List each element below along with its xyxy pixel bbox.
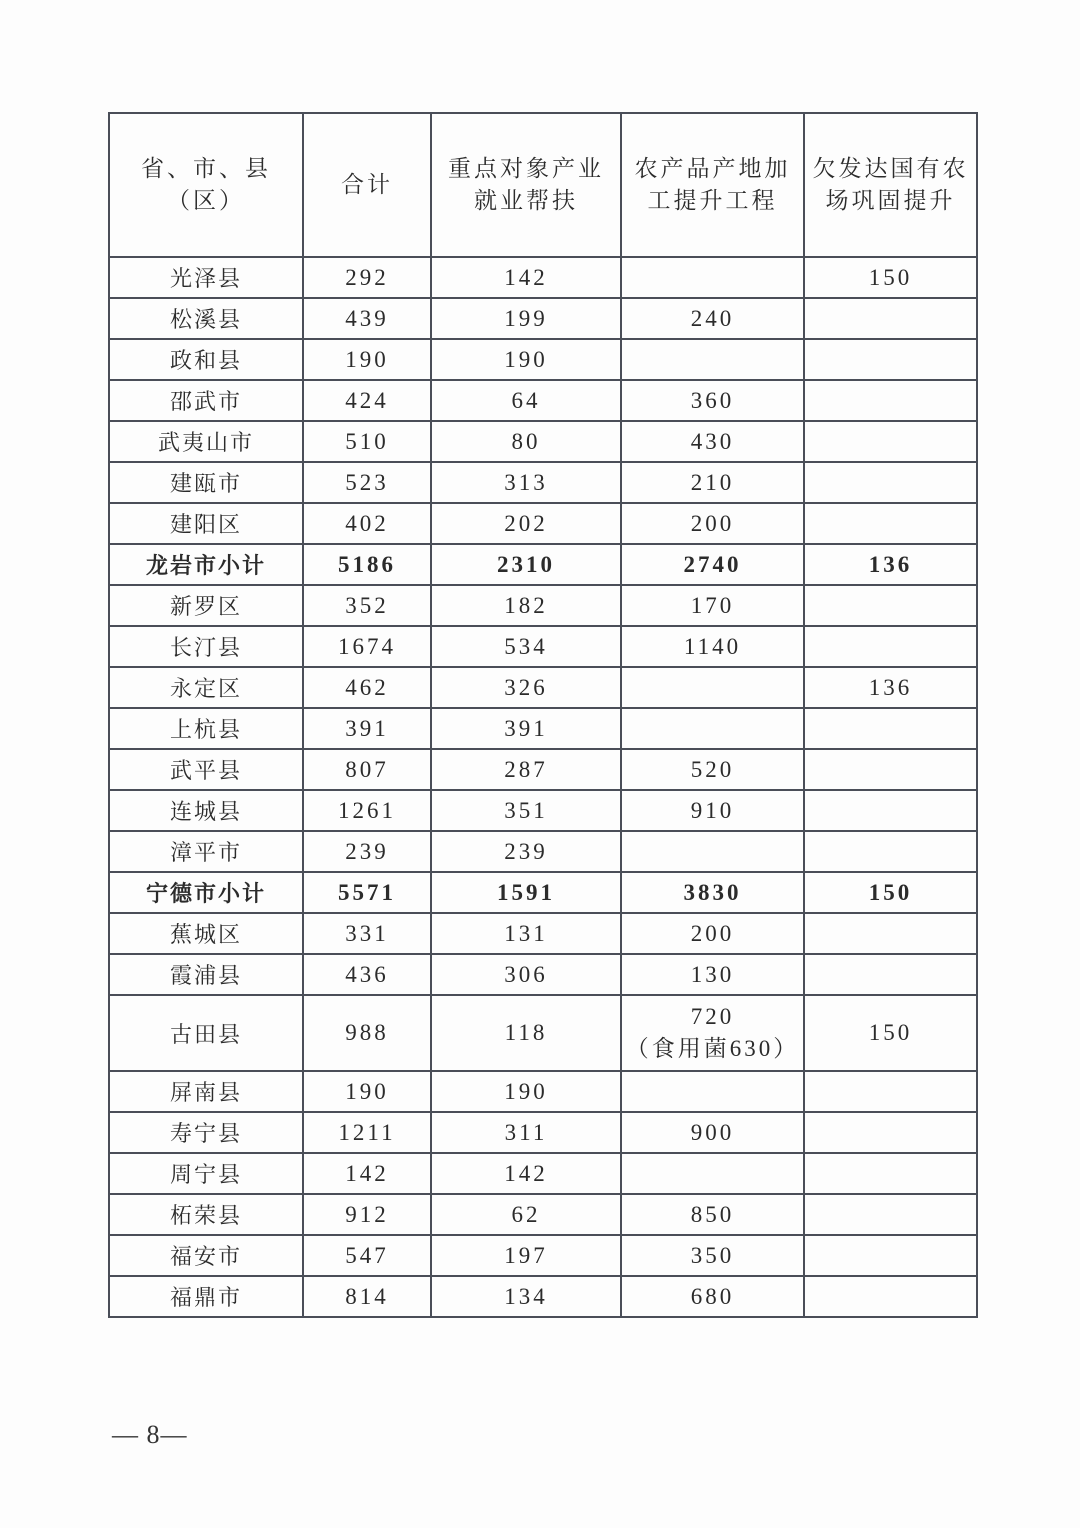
- cell-agri-processing: 910: [621, 790, 804, 831]
- cell-region: 长汀县: [109, 626, 303, 667]
- cell-employment-support: 190: [431, 1071, 621, 1112]
- cell-region: 周宁县: [109, 1153, 303, 1194]
- header-employment-support: 重点对象产业 就业帮扶: [431, 113, 621, 257]
- cell-region: 柘荣县: [109, 1194, 303, 1235]
- cell-agri-processing: [621, 257, 804, 298]
- cell-employment-support: 1591: [431, 872, 621, 913]
- cell-total: 523: [303, 462, 431, 503]
- cell-region: 邵武市: [109, 380, 303, 421]
- table-row: [109, 667, 977, 708]
- cell-agri-processing: 430: [621, 421, 804, 462]
- cell-state-farm: [804, 790, 977, 831]
- cell-employment-support: 142: [431, 257, 621, 298]
- cell-agri-processing: [621, 339, 804, 380]
- header-region: 省、市、县 （区）: [109, 113, 303, 257]
- cell-state-farm: [804, 1194, 977, 1235]
- cell-agri-processing: 200: [621, 913, 804, 954]
- cell-state-farm: [804, 585, 977, 626]
- table-header-row: [109, 113, 977, 257]
- cell-region: 寿宁县: [109, 1112, 303, 1153]
- cell-employment-support: 118: [431, 995, 621, 1071]
- cell-state-farm: [804, 503, 977, 544]
- table-row: [109, 1112, 977, 1153]
- table-row: [109, 626, 977, 667]
- cell-total: 436: [303, 954, 431, 995]
- cell-region: 建阳区: [109, 503, 303, 544]
- cell-employment-support: 287: [431, 749, 621, 790]
- cell-employment-support: 391: [431, 708, 621, 749]
- cell-state-farm: [804, 1276, 977, 1317]
- table-row: [109, 1153, 977, 1194]
- cell-agri-processing: 850: [621, 1194, 804, 1235]
- cell-employment-support: 313: [431, 462, 621, 503]
- cell-agri-processing: 2740: [621, 544, 804, 585]
- cell-state-farm: [804, 1153, 977, 1194]
- cell-region: 武夷山市: [109, 421, 303, 462]
- table-row: [109, 954, 977, 995]
- cell-total: 1261: [303, 790, 431, 831]
- subtotal-row: [109, 872, 977, 913]
- cell-agri-processing: 200: [621, 503, 804, 544]
- cell-employment-support: 62: [431, 1194, 621, 1235]
- header-total: 合计: [303, 113, 431, 257]
- cell-region: 永定区: [109, 667, 303, 708]
- cell-total: 331: [303, 913, 431, 954]
- cell-agri-processing: 360: [621, 380, 804, 421]
- cell-region: 古田县: [109, 995, 303, 1071]
- cell-employment-support: 80: [431, 421, 621, 462]
- cell-agri-processing: 240: [621, 298, 804, 339]
- cell-agri-processing: 520: [621, 749, 804, 790]
- cell-region: 屏南县: [109, 1071, 303, 1112]
- cell-region: 福鼎市: [109, 1276, 303, 1317]
- table-row: [109, 585, 977, 626]
- cell-total: 352: [303, 585, 431, 626]
- table-row: [109, 1235, 977, 1276]
- cell-total: 190: [303, 339, 431, 380]
- cell-employment-support: 134: [431, 1276, 621, 1317]
- cell-employment-support: 131: [431, 913, 621, 954]
- cell-state-farm: [804, 339, 977, 380]
- cell-state-farm: [804, 749, 977, 790]
- cell-state-farm: [804, 462, 977, 503]
- cell-region: 松溪县: [109, 298, 303, 339]
- table-row: [109, 339, 977, 380]
- cell-total: 912: [303, 1194, 431, 1235]
- cell-agri-processing: 680: [621, 1276, 804, 1317]
- cell-agri-processing: [621, 667, 804, 708]
- cell-state-farm: [804, 913, 977, 954]
- cell-region: 霞浦县: [109, 954, 303, 995]
- table-row: [109, 1276, 977, 1317]
- cell-state-farm: [804, 954, 977, 995]
- cell-total: 239: [303, 831, 431, 872]
- cell-state-farm: 150: [804, 872, 977, 913]
- cell-total: 547: [303, 1235, 431, 1276]
- table-row: [109, 995, 977, 1071]
- cell-state-farm: [804, 298, 977, 339]
- cell-region: 蕉城区: [109, 913, 303, 954]
- cell-total: 439: [303, 298, 431, 339]
- table-row: [109, 749, 977, 790]
- cell-region: 政和县: [109, 339, 303, 380]
- cell-region: 建瓯市: [109, 462, 303, 503]
- cell-state-farm: [804, 421, 977, 462]
- cell-employment-support: 326: [431, 667, 621, 708]
- cell-employment-support: 199: [431, 298, 621, 339]
- cell-employment-support: 64: [431, 380, 621, 421]
- table-row: [109, 913, 977, 954]
- cell-total: 1674: [303, 626, 431, 667]
- cell-total: 807: [303, 749, 431, 790]
- page-number: — 8—: [112, 1420, 188, 1449]
- cell-agri-processing: 3830: [621, 872, 804, 913]
- cell-state-farm: 150: [804, 995, 977, 1071]
- cell-state-farm: [804, 626, 977, 667]
- cell-total: 5186: [303, 544, 431, 585]
- table-row: [109, 1071, 977, 1112]
- table-row: [109, 421, 977, 462]
- cell-state-farm: [804, 1071, 977, 1112]
- cell-agri-processing: 210: [621, 462, 804, 503]
- cell-employment-support: 311: [431, 1112, 621, 1153]
- subtotal-row: [109, 544, 977, 585]
- cell-note: （食用菌630）: [625, 1036, 800, 1061]
- cell-total: 462: [303, 667, 431, 708]
- cell-employment-support: 306: [431, 954, 621, 995]
- cell-state-farm: 136: [804, 667, 977, 708]
- cell-region: 光泽县: [109, 257, 303, 298]
- cell-total: 424: [303, 380, 431, 421]
- cell-total: 292: [303, 257, 431, 298]
- cell-employment-support: 2310: [431, 544, 621, 585]
- cell-state-farm: [804, 1235, 977, 1276]
- cell-agri-processing: 1140: [621, 626, 804, 667]
- cell-employment-support: 182: [431, 585, 621, 626]
- cell-total: 5571: [303, 872, 431, 913]
- cell-employment-support: 351: [431, 790, 621, 831]
- cell-employment-support: 239: [431, 831, 621, 872]
- cell-total: 510: [303, 421, 431, 462]
- cell-state-farm: [804, 831, 977, 872]
- cell-employment-support: 197: [431, 1235, 621, 1276]
- cell-state-farm: [804, 708, 977, 749]
- cell-total: 391: [303, 708, 431, 749]
- cell-total: 814: [303, 1276, 431, 1317]
- table-body: [109, 257, 977, 1317]
- cell-employment-support: 534: [431, 626, 621, 667]
- cell-agri-processing: 170: [621, 585, 804, 626]
- funding-allocation-table: [108, 112, 978, 1318]
- cell-total: 1211: [303, 1112, 431, 1153]
- table-row: [109, 1194, 977, 1235]
- cell-employment-support: 190: [431, 339, 621, 380]
- cell-region: 连城县: [109, 790, 303, 831]
- cell-agri-processing: [621, 1153, 804, 1194]
- cell-total: 988: [303, 995, 431, 1071]
- header-agri-processing: 农产品产地加 工提升工程: [621, 113, 804, 257]
- cell-agri-processing: 720 （食用菌630）: [621, 995, 804, 1071]
- cell-employment-support: 202: [431, 503, 621, 544]
- header-state-farm: 欠发达国有农 场巩固提升: [804, 113, 977, 257]
- table-row: [109, 298, 977, 339]
- cell-agri-processing: [621, 1071, 804, 1112]
- table-row: [109, 462, 977, 503]
- cell-region: 龙岩市小计: [109, 544, 303, 585]
- cell-agri-processing: 350: [621, 1235, 804, 1276]
- cell-total: 142: [303, 1153, 431, 1194]
- cell-employment-support: 142: [431, 1153, 621, 1194]
- cell-agri-processing: 900: [621, 1112, 804, 1153]
- table-row: [109, 380, 977, 421]
- cell-state-farm: [804, 1112, 977, 1153]
- cell-total: 190: [303, 1071, 431, 1112]
- cell-region: 上杭县: [109, 708, 303, 749]
- cell-agri-processing: [621, 708, 804, 749]
- cell-state-farm: [804, 380, 977, 421]
- cell-region: 宁德市小计: [109, 872, 303, 913]
- cell-state-farm: 136: [804, 544, 977, 585]
- cell-region: 新罗区: [109, 585, 303, 626]
- cell-total: 402: [303, 503, 431, 544]
- table-row: [109, 257, 977, 298]
- cell-region: 福安市: [109, 1235, 303, 1276]
- cell-state-farm: 150: [804, 257, 977, 298]
- table-row: [109, 503, 977, 544]
- cell-region: 漳平市: [109, 831, 303, 872]
- table-row: [109, 790, 977, 831]
- table-row: [109, 708, 977, 749]
- cell-region: 武平县: [109, 749, 303, 790]
- cell-agri-processing: 130: [621, 954, 804, 995]
- table-row: [109, 831, 977, 872]
- cell-agri-processing: [621, 831, 804, 872]
